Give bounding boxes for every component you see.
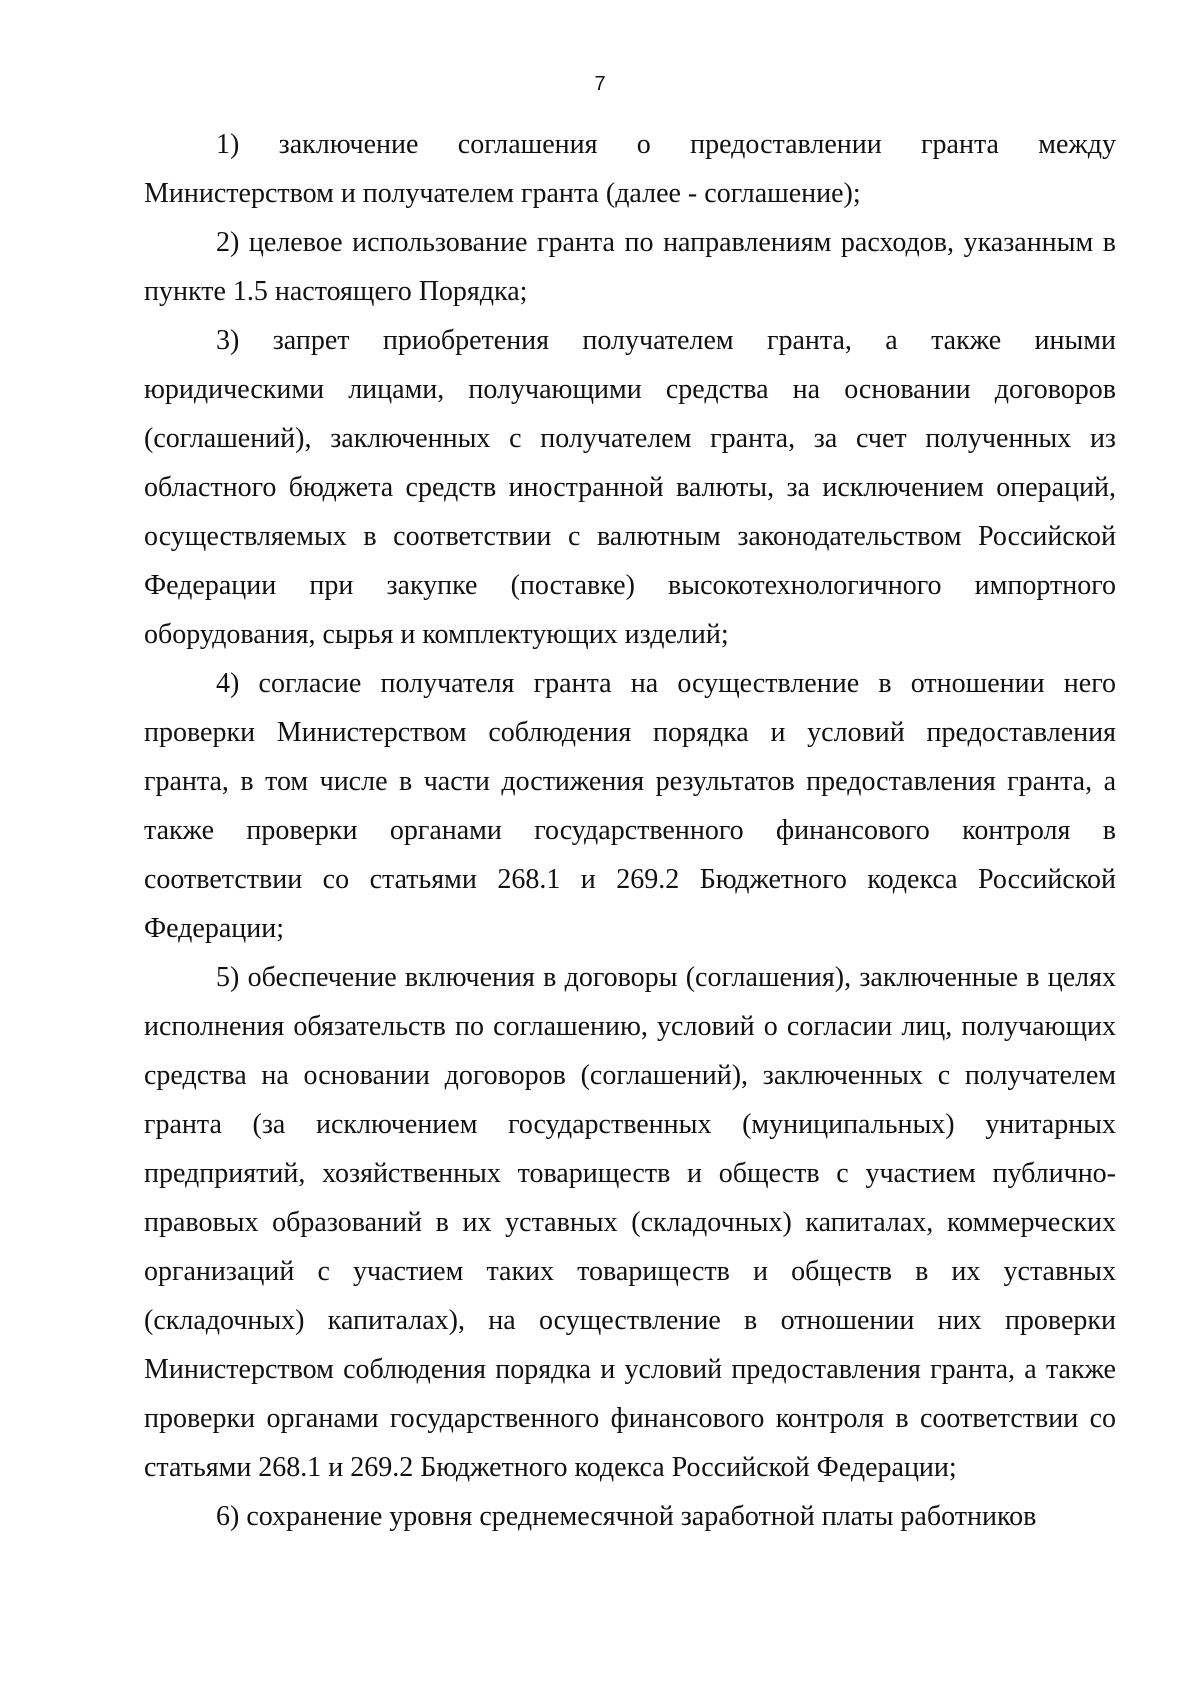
paragraph-item-4: 4) согласие получателя гранта на осуществление в отношении него проверки Министерством соблюдения порядка и условий предоставления гранта, в том числе в части достижения результатов предоставления гранта, а также проверки органами государственного финансового контроля в соответствии со статьями 268.1 и 269.2 Бюджетного кодекса Российской Федерации; <box>144 668 1116 944</box>
page-number: 7 <box>594 73 606 95</box>
paragraph-item-1: 1) заключение соглашения о предоставлении гранта между Министерством и получателем гранта (далее - соглашение); <box>144 129 1116 209</box>
document-body <box>144 120 1116 1541</box>
paragraph-item-3: 3) запрет приобретения получателем гранта, а также иными юридическими лицами, получающими средства на основании договоров (соглашений), заключенных с получателем гранта, за счет полученных из областного бюджета средств иностранной валюты, за исключением операций, осуществляемых в соответствии с валютным законодательством Российской Федерации при закупке (поставке) высокотехнологичного импортного оборудования, сырья и комплектующих изделий; <box>144 325 1116 650</box>
paragraph-item-6: 6) сохранение уровня среднемесячной заработной платы работников <box>216 1501 1037 1532</box>
paragraph-item-2: 2) целевое использование гранта по направлениям расходов, указанным в пункте 1.5 настоящего Порядка; <box>144 227 1116 307</box>
paragraph-item-5: 5) обеспечение включения в договоры (соглашения), заключенные в целях исполнения обязательств по соглашению, условий о согласии лиц, получающих средства на основании договоров (соглашений), заключенных с получателем гранта (за исключением государственных (муниципальных) унитарных предприятий, хозяйственных товариществ и обществ с участием публично-правовых образований в их уставных (складочных) капиталах, коммерческих организаций с участием таких товариществ и обществ в их уставных (складочных) капиталах), на осуществление в отношении них проверки Министерством соблюдения порядка и условий предоставления гранта, а также проверки органами государственного финансового контроля в соответствии со статьями 268.1 и 269.2 Бюджетного кодекса Российской Федерации; <box>144 962 1116 1483</box>
